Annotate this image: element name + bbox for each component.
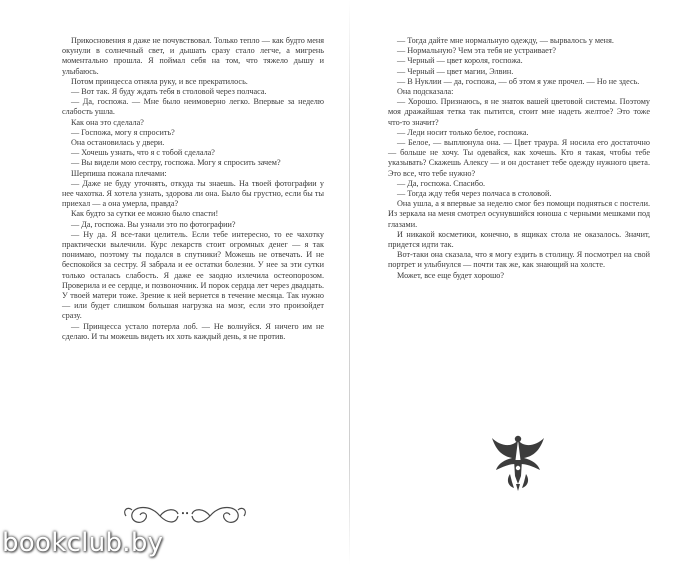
paragraph: — Ну да. Я все-таки целитель. Если тебе интересно, то ее чахотку практически вылечили. Курс лекарств стоит огромных денег — я так понимаю, поэтому ты подался в спутники? Можешь не отвечать. И не беспокойся за сестру. Я забрала и ее остатки болезни. У нее за эти сутки только осталась слабость. Я даже ее заодно излечила остеопорозом. Проверила и ее сердце, и позвоночник. И порок сердца лет через двадцать. У твоей матери тоже. Зрение к ней вернется в течение месяца. Так нужно — или будет слишком большая нагрузка на мозг, если это произойдет сразу. (62, 229, 324, 321)
paragraph: Потом принцесса отняла руку, и все прекратилось. (71, 76, 248, 86)
paragraph: — Принцесса устало потерла лоб. — Не волнуйся. Я ничего им не сделаю. И ты можешь видеть их хоть каждый день, я не против. (62, 321, 324, 341)
paragraph: Она остановилась у двери. (71, 138, 165, 148)
book-gutter (349, 0, 350, 565)
paragraph: — Даже не буду уточнять, откуда ты знаешь. На твоей фотографии у нее чахотка. Я хотела узнать, здорова ли она. Было бы грустно, если бы ты приехал — а она умерла, правда? (62, 178, 324, 209)
paragraph: Она ушла, а я впервые за неделю смог без помощи подняться с постели. Из зеркала на меня смотрел осунувшийся юноша с черными мешками под глазами. (388, 199, 650, 229)
paragraph: — Госпожа, могу я спросить? (71, 127, 175, 137)
paragraph: — Белое, — выплюнула она. — Цвет траура. Я носила его достаточно — больше не хочу. Ты одевайся, как хочешь. Кто я такая, чтобы тебе указывать? Скажешь Алексу — и он достанет тебе одежду нужного цвета. Это все, что тебе нужно? (388, 138, 650, 178)
paragraph: Прикосновения я даже не почувствовал. Только тепло — как будто меня окунули в солнечный свет, и дышать сразу стало легче, а мигрень моментально прошла. Я поймал себя на том, что тяжело дышу и улыбаюсь. (62, 36, 324, 76)
paragraph: Вот-таки она сказала, что я могу ездить в столицу. Я посмотрел на свой портрет и улыбнулся — почти так же, как знающий на холсте. (388, 250, 650, 270)
paragraph: — Черный — цвет магии, Элвин. (397, 66, 514, 76)
paragraph: Как она это сделала? (71, 117, 144, 127)
paragraph: Шерпиша пожала плечами: (71, 168, 167, 178)
paragraph: — Нормальную? Чем эта тебя не устраивает? (397, 46, 556, 56)
paragraph: Может, все еще будет хорошо? (397, 270, 505, 280)
watermark-text: bookclub.by (2, 528, 164, 558)
paragraph: — В Нуклии — да, госпожа, — об этом я уже прочел. — Но не здесь. (397, 76, 640, 86)
paragraph: — Да, госпожа. Спасибо. (397, 178, 486, 188)
paragraph: — Тогда жду тебя через полчаса в столовой. (397, 189, 552, 199)
paragraph: И никакой косметики, конечно, в ящиках стола не оказалось. Значит, придется идти так. (388, 229, 650, 250)
paragraph: — Хочешь узнать, что я с тобой сделала? (71, 148, 215, 158)
paragraph: Она подсказала: (397, 87, 454, 97)
paragraph: Как будто за сутки ее можно было спасти! (71, 209, 219, 219)
page-number: •• (180, 510, 190, 518)
paragraph: — Да, госпожа. Вы узнали это по фотографии? (71, 219, 236, 229)
paragraph: — Хорошо. Признаюсь, я не знаток вашей цветовой системы. Поэтому моя дражайшая тетка так пытится, стоит мне надеть желтое? Это тоже что-то значит? (388, 97, 650, 127)
paragraph: — Да, госпожа. — Мне было неимоверно легко. Впервые за неделю слабость ушла. (62, 97, 324, 117)
paragraph: — Тогда дайте мне нормальную одежду, — вырвалось у меня. (397, 36, 614, 45)
right-page (388, 36, 650, 281)
paragraph: — Черный — цвет короля, госпожа. (397, 56, 523, 66)
left-page (62, 36, 324, 342)
eagle-crest-icon (488, 430, 548, 492)
paragraph: — Вы видели мою сестру, госпожа. Могу я спросить зачем? (71, 158, 281, 168)
paragraph: — Леди носит только белое, госпожа. (397, 127, 529, 137)
paragraph: — Вот так. Я буду ждать тебя в столовой через полчаса. (71, 87, 267, 97)
